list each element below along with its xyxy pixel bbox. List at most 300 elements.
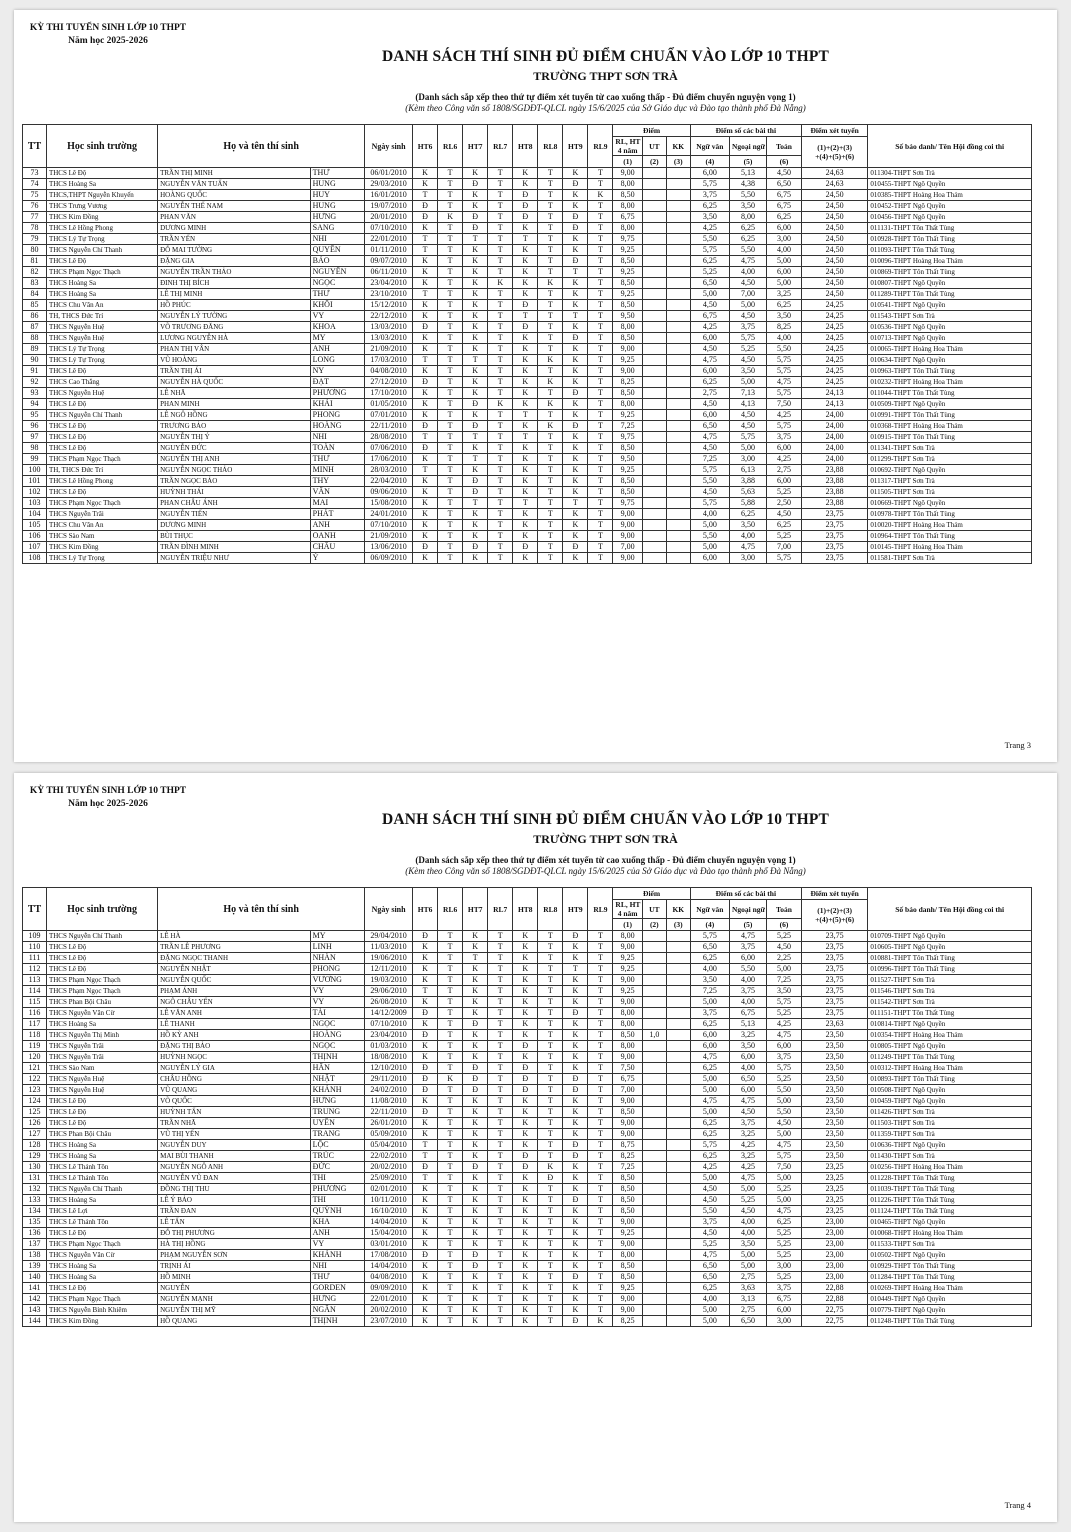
cell-rlht: 8,25 [613,377,642,388]
cell-rl6: T [438,179,463,190]
cell-rlht: 8,50 [613,190,642,201]
cell-school: THCS Lê Độ [46,953,157,964]
cell-ht9: K [563,553,588,564]
cell-rlht: 8,50 [613,256,642,267]
cell-kk [666,1008,690,1019]
exam-header [28,22,188,48]
cell-ngoaingu: 5,00 [729,377,766,388]
cell-surname: TRẦN NHÃ [158,1118,311,1129]
cell-ngoaingu: 4,50 [729,355,766,366]
cell-ht6: K [413,1283,438,1294]
table-header [23,888,1032,931]
cell-dob: 06/11/2010 [365,267,413,278]
cell-kk [666,267,690,278]
col-nguvan: Ngữ văn [690,900,729,919]
cell-dob: 22/02/2010 [365,1151,413,1162]
cell-kk [666,465,690,476]
cell-ht6: K [413,179,438,190]
cell-rl7: T [488,1162,513,1173]
cell-kk [666,1239,690,1250]
cell-rl7: T [488,997,513,1008]
cell-ht6: K [413,1272,438,1283]
cell-sbd: 010669-THPT Ngô Quyền [868,498,1032,509]
cell-ngoaingu: 4,13 [729,399,766,410]
cell-rl7: T [488,1008,513,1019]
col-school: Học sinh trường [46,888,157,931]
cell-given-name: CHÂU [310,542,364,553]
cell-ht7: K [463,1305,488,1316]
cell-ht9: Đ [563,1151,588,1162]
cell-given-name: LỘC [310,1140,364,1151]
cell-ht7: K [463,311,488,322]
cell-nguvan: 5,50 [690,476,729,487]
cell-rl8: T [538,1008,563,1019]
cell-rl7: T [488,366,513,377]
cell-given-name: NHẬT [310,1074,364,1085]
cell-tt: 112 [23,964,47,975]
cell-rlht: 8,50 [613,1030,642,1041]
cell-ht8: K [513,1261,538,1272]
cell-school: THCS Nguyễn Bỉnh Khiêm [46,1305,157,1316]
cell-rl6: T [438,1206,463,1217]
cell-ht8: K [513,531,538,542]
cell-rl8: T [538,1272,563,1283]
cell-rl6: T [438,531,463,542]
cell-tt: 73 [23,168,47,179]
cell-toan: 5,50 [767,1085,802,1096]
cell-rl8: T [538,1228,563,1239]
cell-ht7: K [463,322,488,333]
cell-ht9: Đ [563,1008,588,1019]
cell-ut [642,1239,666,1250]
cell-ngoaingu: 4,25 [729,1162,766,1173]
cell-rl7: T [488,1261,513,1272]
cell-rlht: 8,00 [613,1250,642,1261]
col-rl8: RL8 [538,888,563,931]
cell-ht9: Đ [563,212,588,223]
cell-ht9: K [563,1107,588,1118]
cell-rl9: T [588,1195,613,1206]
cell-total: 24,13 [801,388,867,399]
cell-ngoaingu: 4,50 [729,421,766,432]
cell-ht9: K [563,1305,588,1316]
cell-dob: 19/03/2010 [365,975,413,986]
cell-dob: 11/08/2010 [365,1096,413,1107]
table-row [23,953,1032,964]
cell-ngoaingu: 4,75 [729,931,766,942]
cell-surname: LÊ THỊ MINH [158,289,311,300]
cell-school: THCS Lê Độ [46,421,157,432]
cell-ht6: K [413,366,438,377]
cell-sbd: 011044-THPT Tôn Thất Tùng [868,388,1032,399]
cell-dob: 23/10/2010 [365,289,413,300]
cell-rl7: T [488,289,513,300]
reference-note: (Kèm theo Công văn số 1808/SGDĐT-QLCL ngày 15/6/2025 của Sở Giáo dục và Đào tạo thành phố Đà Nẵng) [405,103,806,113]
col-toan: Toán [767,900,802,919]
cell-rl8: K [538,278,563,289]
cell-kk [666,1107,690,1118]
cell-rl7: T [488,355,513,366]
table-row [23,333,1032,344]
cell-kk [666,487,690,498]
cell-ngoaingu: 5,75 [729,333,766,344]
cell-surname: NGUYỄN THẾ NAM [158,201,311,212]
cell-toan: 5,75 [767,355,802,366]
cell-ht9: K [563,1261,588,1272]
col-rlht [613,900,642,919]
cell-rl7: T [488,487,513,498]
cell-rl7: T [488,311,513,322]
cell-given-name: QUỲNH [310,1206,364,1217]
cell-school: THCS Sào Nam [46,1063,157,1074]
cell-nguvan: 5,00 [690,1316,729,1327]
cell-surname: HỒ PHÚC [158,300,311,311]
cell-total: 24,50 [801,278,867,289]
cell-ngoaingu: 4,50 [729,278,766,289]
cell-surname: HUỲNH NGỌC [158,1052,311,1063]
cell-ht8: K [513,443,538,454]
cell-rl8: T [538,931,563,942]
cell-rl7: T [488,1217,513,1228]
cell-given-name: PHƯƠNG [310,388,364,399]
cell-rl9: T [588,168,613,179]
cell-ht8: K [513,267,538,278]
cell-school: THCS Lê Thánh Tôn [46,1217,157,1228]
rlht-line2: 4 năm [617,909,638,918]
cell-toan: 4,75 [767,377,802,388]
cell-ht9: K [563,476,588,487]
cell-rl9: T [588,1184,613,1195]
cell-sbd: 011131-THPT Tôn Thất Tùng [868,223,1032,234]
cell-dob: 07/10/2010 [365,223,413,234]
cell-rlht: 9,75 [613,432,642,443]
cell-rl7: T [488,1283,513,1294]
cell-ht7: K [463,964,488,975]
cell-ht8: Đ [513,300,538,311]
cell-dob: 17/08/2010 [365,1250,413,1261]
cell-ht8: K [513,465,538,476]
cell-ngoaingu: 7,00 [729,289,766,300]
cell-tt: 85 [23,300,47,311]
col-rl9: RL9 [588,888,613,931]
cell-ht7: K [463,1316,488,1327]
cell-kk [666,1305,690,1316]
cell-ngoaingu: 3,50 [729,520,766,531]
cell-rl7: T [488,1074,513,1085]
cell-surname: VŨ HOÀNG [158,355,311,366]
cell-toan: 4,25 [767,454,802,465]
cell-ngoaingu: 5,00 [729,443,766,454]
cell-rl9: T [588,1294,613,1305]
cell-toan: 5,75 [767,366,802,377]
cell-rlht: 8,50 [613,1173,642,1184]
cell-sbd: 010928-THPT Tôn Thất Tùng [868,234,1032,245]
cell-school: THCS Phạm Ngọc Thạch [46,498,157,509]
cell-tt: 120 [23,1052,47,1063]
cell-nguvan: 3,50 [690,212,729,223]
cell-rl8: T [538,333,563,344]
cell-total: 23,75 [801,997,867,1008]
cell-school: THCS Nguyễn Trãi [46,1041,157,1052]
cell-rl9: T [588,1008,613,1019]
cell-ht8: K [513,333,538,344]
cell-kk [666,931,690,942]
cell-toan: 5,25 [767,1272,802,1283]
cell-dob: 22/01/2010 [365,234,413,245]
cell-toan: 6,75 [767,1294,802,1305]
table-row [23,1173,1032,1184]
cell-ngoaingu: 4,00 [729,997,766,1008]
cell-ht7: K [463,1294,488,1305]
table-row [23,1206,1032,1217]
cell-ht9: K [563,366,588,377]
cell-rl9: T [588,278,613,289]
cell-ht6: K [413,1096,438,1107]
cell-ht7: K [463,975,488,986]
school-year: Năm học 2025-2026 [68,799,148,809]
cell-ht6: K [413,1228,438,1239]
cell-sbd: 011341-THPT Sơn Trà [868,443,1032,454]
cell-ht9: Đ [563,1316,588,1327]
cell-rl6: T [438,476,463,487]
candidate-table [22,124,1032,564]
cell-school: THCS Cao Thắng [46,377,157,388]
cell-ht6: K [413,1019,438,1030]
cell-ut [642,256,666,267]
cell-ht6: T [413,190,438,201]
cell-kk [666,975,690,986]
cell-sbd: 010991-THPT Tôn Thất Tùng [868,410,1032,421]
cell-tt: 105 [23,520,47,531]
cell-ht6: T [413,432,438,443]
cell-dob: 24/01/2010 [365,509,413,520]
cell-ht9: K [563,245,588,256]
table-row [23,1085,1032,1096]
cell-ht7: Đ [463,399,488,410]
cell-ngoaingu: 5,88 [729,498,766,509]
cell-total: 23,25 [801,1162,867,1173]
cell-ht8: K [513,1184,538,1195]
cell-rl9: T [588,465,613,476]
cell-rlht: 9,50 [613,454,642,465]
cell-given-name: BẢO [310,256,364,267]
cell-total: 23,25 [801,1195,867,1206]
cell-ut [642,1019,666,1030]
cell-ht9: K [563,289,588,300]
cell-sbd: 011426-THPT Sơn Trà [868,1107,1032,1118]
col-sbd: Số báo danh/ Tên Hội đồng coi thi [868,888,1032,931]
cell-dob: 29/04/2010 [365,931,413,942]
cell-nguvan: 5,50 [690,1206,729,1217]
cell-rl6: T [438,1107,463,1118]
cell-rl7: T [488,245,513,256]
cell-surname: ĐẶNG NGỌC THANH [158,953,311,964]
cell-total: 23,63 [801,1019,867,1030]
cell-rl9: T [588,498,613,509]
cell-given-name: Ý [310,553,364,564]
cell-rl8: T [538,300,563,311]
cell-nguvan: 4,75 [690,1052,729,1063]
cell-ngoaingu: 3,50 [729,1239,766,1250]
cell-total: 22,75 [801,1316,867,1327]
cell-sbd: 010096-THPT Hoàng Hoa Thám [868,256,1032,267]
cell-total: 23,50 [801,1041,867,1052]
cell-surname: NGUYỄN TIẾN [158,509,311,520]
cell-rl8: Đ [538,1173,563,1184]
cell-rl9: T [588,1250,613,1261]
cell-ht7: K [463,1239,488,1250]
cell-nguvan: 4,25 [690,322,729,333]
cell-ht8: Đ [513,1063,538,1074]
cell-ngoaingu: 6,00 [729,953,766,964]
rlht-line1: RL, HT [615,900,641,909]
cell-ht8: K [513,964,538,975]
cell-surname: PHẠM NGUYỄN SƠN [158,1250,311,1261]
cell-toan: 4,25 [767,410,802,421]
cell-tt: 119 [23,1041,47,1052]
table-row [23,931,1032,942]
cell-school: THCS Phạm Ngọc Thạch [46,454,157,465]
cell-dob: 17/03/2010 [365,355,413,366]
cell-rl9: T [588,1272,613,1283]
cell-sbd: 010452-THPT Ngô Quyền [868,201,1032,212]
cell-ut [642,1074,666,1085]
cell-tt: 138 [23,1250,47,1261]
cell-sbd: 010455-THPT Ngô Quyền [868,179,1032,190]
cell-total: 23,50 [801,1030,867,1041]
cell-rl9: T [588,487,613,498]
cell-dob: 20/02/2010 [365,1162,413,1173]
cell-total: 23,50 [801,1118,867,1129]
col-nguvan: Ngữ văn [690,137,729,156]
cell-ut [642,1140,666,1151]
cell-school: THCS Nguyễn Huệ [46,333,157,344]
cell-ht7: Đ [463,487,488,498]
cell-total: 23,75 [801,553,867,564]
cell-ht6: K [413,1184,438,1195]
cell-ht6: Đ [413,1162,438,1173]
cell-rlht: 9,00 [613,1052,642,1063]
cell-school: THCS Lê Hồng Phong [46,223,157,234]
title-block [214,811,997,876]
cell-rlht: 9,00 [613,1305,642,1316]
cell-total: 23,75 [801,931,867,942]
cell-school: THCS Lê Độ [46,399,157,410]
cell-ut [642,498,666,509]
cell-ht9: K [563,487,588,498]
cell-toan: 3,50 [767,311,802,322]
cell-rl6: K [438,212,463,223]
cell-total: 24,00 [801,432,867,443]
cell-toan: 5,00 [767,256,802,267]
cell-rl7: T [488,1316,513,1327]
col-sbd: Số báo danh/ Tên Hội đồng coi thi [868,125,1032,168]
cell-ngoaingu: 5,00 [729,300,766,311]
cell-sbd: 010459-THPT Ngô Quyền [868,1096,1032,1107]
cell-rl9: T [588,553,613,564]
cell-surname: NGUYỄN LÝ GIA [158,1063,311,1074]
cell-kk [666,388,690,399]
cell-kk [666,986,690,997]
cell-kk [666,531,690,542]
cell-rl9: T [588,986,613,997]
cell-ngoaingu: 4,50 [729,1107,766,1118]
cell-toan: 3,50 [767,986,802,997]
cell-kk [666,553,690,564]
cell-ut [642,223,666,234]
cell-ht8: K [513,1140,538,1151]
cell-kk [666,190,690,201]
cell-ngoaingu: 3,63 [729,1283,766,1294]
cell-ht9: K [563,1019,588,1030]
cell-ht8: K [513,454,538,465]
cell-rl6: T [438,964,463,975]
table-row [23,190,1032,201]
cell-dob: 14/04/2010 [365,1217,413,1228]
cell-given-name: THỊNH [310,1052,364,1063]
cell-rlht: 9,00 [613,997,642,1008]
group-xettuyen: Điểm xét tuyển [801,125,867,137]
cell-toan: 4,00 [767,245,802,256]
cell-total: 24,50 [801,256,867,267]
cell-kk [666,432,690,443]
cell-ht7: K [463,986,488,997]
cell-sbd: 011505-THPT Sơn Trà [868,487,1032,498]
cell-ht7: K [463,997,488,1008]
cell-tt: 109 [23,931,47,942]
cell-school: THCS Lê Độ [46,1228,157,1239]
document-title: DANH SÁCH THÍ SINH ĐỦ ĐIỂM CHUẨN VÀO LỚP 10 THPT [381,48,830,65]
cell-given-name: MY [310,333,364,344]
cell-ngoaingu: 6,75 [729,1008,766,1019]
col-num-5: (5) [729,156,766,168]
cell-surname: NGUYỄN THỊ ANH [158,454,311,465]
cell-rlht: 8,50 [613,1261,642,1272]
cell-tt: 143 [23,1305,47,1316]
cell-given-name: NY [310,366,364,377]
formula-line2: +(4)+(5)+(6) [815,152,855,161]
cell-sbd: 011249-THPT Tôn Thất Tùng [868,1052,1032,1063]
cell-ht8: K [513,520,538,531]
cell-toan: 5,25 [767,931,802,942]
school-year: Năm học 2025-2026 [68,36,148,46]
col-ngoaingu: Ngoại ngữ [729,137,766,156]
cell-rl8: T [538,1151,563,1162]
cell-nguvan: 4,25 [690,1162,729,1173]
cell-given-name: HOÀNG [310,421,364,432]
cell-ht8: K [513,931,538,942]
cell-given-name: NGỌC [310,278,364,289]
cell-ht8: K [513,953,538,964]
cell-rlht: 9,00 [613,975,642,986]
cell-ngoaingu: 2,75 [729,1305,766,1316]
cell-tt: 100 [23,465,47,476]
cell-dob: 29/06/2010 [365,986,413,997]
cell-kk [666,953,690,964]
cell-given-name: VY [310,1239,364,1250]
cell-total: 23,50 [801,1085,867,1096]
cell-rl8: T [538,1052,563,1063]
cell-dob: 13/03/2010 [365,333,413,344]
cell-ngoaingu: 6,50 [729,1316,766,1327]
cell-ht6: K [413,520,438,531]
cell-ngoaingu: 5,13 [729,168,766,179]
cell-rl7: T [488,234,513,245]
cell-rl8: T [538,542,563,553]
cell-ht9: T [563,267,588,278]
cell-rl7: T [488,300,513,311]
cell-school: THCS Nguyễn Huệ [46,1085,157,1096]
